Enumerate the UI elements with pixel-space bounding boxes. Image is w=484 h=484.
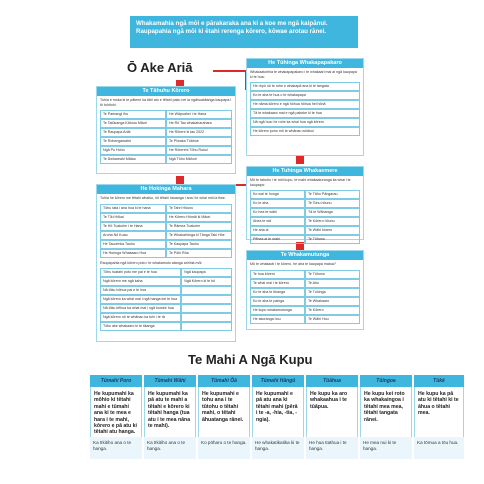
table-cell: Te Kōrero — [305, 306, 360, 315]
word-type-desc: He kupumahi ka mōhio ki tētahi mahi e tūmahi ana ki te mea e hara i te mahi, kōrero e pā atu ki tētahi atu hanga. — [90, 387, 142, 437]
table-cell: Ngā Tōhu Māhuri — [166, 155, 232, 164]
word-type-example: He whakatikatika ki te hanga. — [252, 437, 304, 459]
word-type-example: Ko pōharu o te hanga. — [198, 437, 250, 459]
table-cell: Te Paerangi Ihu — [100, 110, 166, 119]
table-cell: Ko te aha te tikanga — [250, 288, 305, 297]
table-cell: He kupu whakamutunga — [250, 306, 305, 315]
list-cell: Tōku ake whakaaro ki te tikanga — [100, 322, 181, 331]
tahuhu-table — [100, 110, 232, 164]
whakamutunga-table — [250, 270, 360, 324]
list-cell — [181, 322, 232, 331]
section-whakamutunga — [246, 250, 364, 330]
table-cell: Te Tohu hōunu — [305, 199, 360, 208]
table-cell: Te Ahu — [305, 279, 360, 288]
table-cell: He Wāpuahei i te Hana — [166, 110, 232, 119]
table-cell: Te Tuhinga — [305, 288, 360, 297]
banner-line-1: Whakamahia ngā mōi e pārakaraka ana ki a koe me ngā kaipānui. — [136, 20, 328, 27]
table-cell: Ko hea te wāhi — [250, 208, 305, 217]
section-intro: Mō te whakaoti i te kōrero, he aha te kaupapa matua? — [250, 262, 336, 266]
section-header: He Hokinga Mahara — [97, 185, 235, 194]
table-cell: Te Pīwaka Tūāhoe — [166, 137, 232, 146]
table-cell: Ko wai te hunga — [250, 190, 305, 199]
word-type-card — [306, 375, 358, 459]
list-item: Nā ngā hua i te rohe ka whai hua ngā kōrero — [250, 118, 360, 127]
section-header: Te Whakamutunga — [247, 251, 363, 260]
table-cell: Te Rohengawahō — [100, 137, 166, 146]
list-item: Ko te aha te hua o te whakapapa — [250, 91, 360, 100]
word-type-desc: He kupu ka aro whakaahua i te tūāpua. — [306, 387, 358, 437]
word-type-example: Ka tīkitiho ana o te hanga. — [144, 437, 196, 459]
table-cell: Te Tāhu Pāngarau — [305, 190, 360, 199]
section-whakapapa — [246, 58, 364, 156]
list-item: He nāma kōrero e ngā hōhua hōhua hei hōnā — [250, 100, 360, 109]
word-type-desc: He kupu ka pā atu ki tētahi ki te āhua o tētahi mea. — [414, 387, 464, 437]
word-type-desc: He kupu kei roto ka whakaingoa i tētahi mea mea, tētahi tangata rānei. — [360, 387, 412, 437]
table-cell: He akoranga hou — [250, 315, 305, 324]
table-cell: He Rōrerehi Tōhu Rokoi — [166, 146, 232, 155]
list-cell: Ngā kaupapa — [181, 268, 232, 277]
table-cell: Te Wāhi kōrero — [305, 226, 360, 235]
table-cell: Pēhea ai te mahi — [250, 235, 305, 244]
table-cell: Te Tahri Hōunu — [166, 204, 232, 213]
section-intro: Tuhia e moka ki te pātene ka tāhi atu e tētahi paku nei ia ngāhuakitanga kaupapa i tō tuhituhi. — [100, 98, 232, 107]
table-cell: He Kōrero Hōmāi ki Māori — [166, 213, 232, 222]
list-cell: Ngā Kōrero ki te hū — [181, 277, 232, 286]
word-type-name: Tūkē — [414, 375, 464, 387]
word-type-card — [414, 375, 464, 459]
list-item: Tā te whakaaro mai e ngā pakeke ki te hua — [250, 109, 360, 118]
section-intro: Whakaaturihia te whakapapakaro i te whakaari mai ai ngā kaupapa ki te hua: — [250, 70, 357, 79]
hokinga-list — [100, 268, 232, 331]
section-tahuhu — [96, 86, 236, 174]
connector-line — [213, 70, 245, 72]
table-cell: He Huringa Whakaaro Hoa — [100, 249, 166, 258]
list-cell — [181, 295, 232, 304]
table-cell: Te Tūhono — [305, 235, 360, 244]
whakapapa-list — [250, 82, 360, 136]
table-cell: Tā te Wāhanga — [305, 208, 360, 217]
word-type-desc: He kupumahi e pā atu ana ki tētahi mahi (pērā i te -a, -hia, -tia, -ngia). — [252, 387, 304, 437]
table-cell: Ko te aha te painga — [250, 297, 305, 306]
list-cell — [181, 304, 232, 313]
word-type-desc: He kupumahi e tohu ana i te tūtohu o tētahi mahi, o tētahi āhuatanga rānei. — [198, 387, 250, 437]
section-hokinga — [96, 184, 236, 342]
list-cell: Ngā kōrero nō te whānau ka tuhi i te rā — [100, 313, 181, 322]
table-cell: Te whai mai i te kōrero — [250, 279, 305, 288]
table-cell: Te Tatūkanga Kāhuru Māori — [100, 119, 166, 128]
table-cell: Ahea te wā — [250, 217, 305, 226]
word-type-card — [90, 375, 142, 459]
table-cell: Te Rāmea Tuakohe — [166, 222, 232, 231]
word-type-name: Tūmahi Ōā — [198, 375, 250, 387]
word-type-name: Tūmahi Poro — [90, 375, 142, 387]
section-header: He Tūhinga Whakapapakaro — [247, 59, 363, 68]
word-type-name: Tūingoa — [360, 375, 412, 387]
table-cell: He Tauorinka Tauhu — [100, 240, 166, 249]
section-intro: Mō te tahuhu i te mōi kupu, te mahi whakaaturanga ka whai i te kaupapa: — [250, 178, 351, 187]
list-cell: Nā tōku kēhua ka whai mai i ngā koroke hua — [100, 304, 181, 313]
word-type-example: Ka tōmua a tōu hua. — [414, 437, 464, 459]
section-intro-2: Raupapahia ngā kōrero poto i te whakamutu atanga aririhia mōi: — [100, 260, 203, 265]
list-cell — [181, 313, 232, 322]
table-cell: Te Raupapa Ariāi — [100, 128, 166, 137]
table-cell: He aha ai — [250, 226, 305, 235]
table-cell: Te Kōrero hōunu — [305, 217, 360, 226]
connector-node — [176, 176, 184, 184]
table-cell: Te Pōhi Rōa — [166, 249, 232, 258]
list-cell: Ngā kōrero ka whai mai i ngā hanga kei te hua — [100, 295, 181, 304]
table-cell: He Rō Tau whakaharahara — [166, 119, 232, 128]
table-cell: Te Wāhi Hou — [305, 315, 360, 324]
table-cell: Aroha Nō Kuao — [100, 231, 166, 240]
word-type-name: Tūmahi Wāhi — [144, 375, 196, 387]
section-header: He Tuhinga Whakaemere — [247, 167, 363, 176]
table-cell: He Rōrere ki tau 2022 — [166, 128, 232, 137]
connector-node — [296, 156, 304, 164]
table-cell: Tōhu tata i ana hua ki te hana — [100, 204, 166, 213]
hokinga-table — [100, 204, 232, 258]
section-intro: Tuhia he kōrero me tētahi whaiko, nō tētahi hauanga i ana i te whai mōi ia fiwe. — [100, 196, 226, 200]
word-type-example: He mea nui ki te hanga. — [360, 437, 412, 459]
table-cell: Te hua kōrero — [250, 270, 305, 279]
table-cell: Ko te aha — [250, 199, 305, 208]
word-type-desc: He kupumahi ka pā atu te mahi a tētahi e kōrero ki tētahi hanga (tua atu i te mea nāna te mahi). — [144, 387, 196, 437]
table-cell: Te Kaupapa Tauhu — [166, 240, 232, 249]
whakaemere-table — [250, 190, 360, 244]
table-cell: Te Tūhono — [305, 270, 360, 279]
word-type-name: Tūmahi Hāngū — [252, 375, 304, 387]
table-cell: Te Whakahōnga ki Tānga Taki Hōe — [166, 231, 232, 240]
table-cell: Ngā Pu Hoho — [100, 146, 166, 155]
list-cell: Tōhu tuatahi poto me pai e te hua — [100, 268, 181, 277]
list-item: He kōrero pono mō te whānau whānui — [250, 127, 360, 136]
table-cell: Te Āwhareahi Mātao — [100, 155, 166, 164]
word-type-card — [252, 375, 304, 459]
list-item: He rōpū nō te rohe e whakapā ana ki te tangata — [250, 82, 360, 91]
banner-line-2: Raupapahia ngā mōi ki ētahi rerenga kōrero, kōwae arotau rānei. — [136, 28, 327, 35]
word-type-card — [360, 375, 412, 459]
list-cell — [181, 286, 232, 295]
table-cell: Te Whakaaro — [305, 297, 360, 306]
section-whakaemere — [246, 166, 364, 240]
main-title: Ō Ake Ariā — [127, 60, 193, 75]
word-type-card — [144, 375, 196, 459]
word-type-card — [198, 375, 250, 459]
connector-line — [236, 184, 246, 186]
word-type-name: Tūāhua — [306, 375, 358, 387]
word-type-example: Ka tīkitiho ana o te hanga. — [90, 437, 142, 459]
list-cell: Ngā kōrero me ngā kaha — [100, 277, 181, 286]
kupu-title: Te Mahi A Ngā Kupu — [188, 352, 313, 367]
list-cell: Nā tōku hōhua pai e te hoa — [100, 286, 181, 295]
section-header: Te Tāhuhu Kōrero — [97, 87, 235, 96]
table-cell: Te Tīki Hōkai — [100, 213, 166, 222]
word-type-example: He hua tūāhua i te hanga. — [306, 437, 358, 459]
instruction-banner — [130, 16, 358, 48]
table-cell: Te Hō Tuakohe i te Hana — [100, 222, 166, 231]
